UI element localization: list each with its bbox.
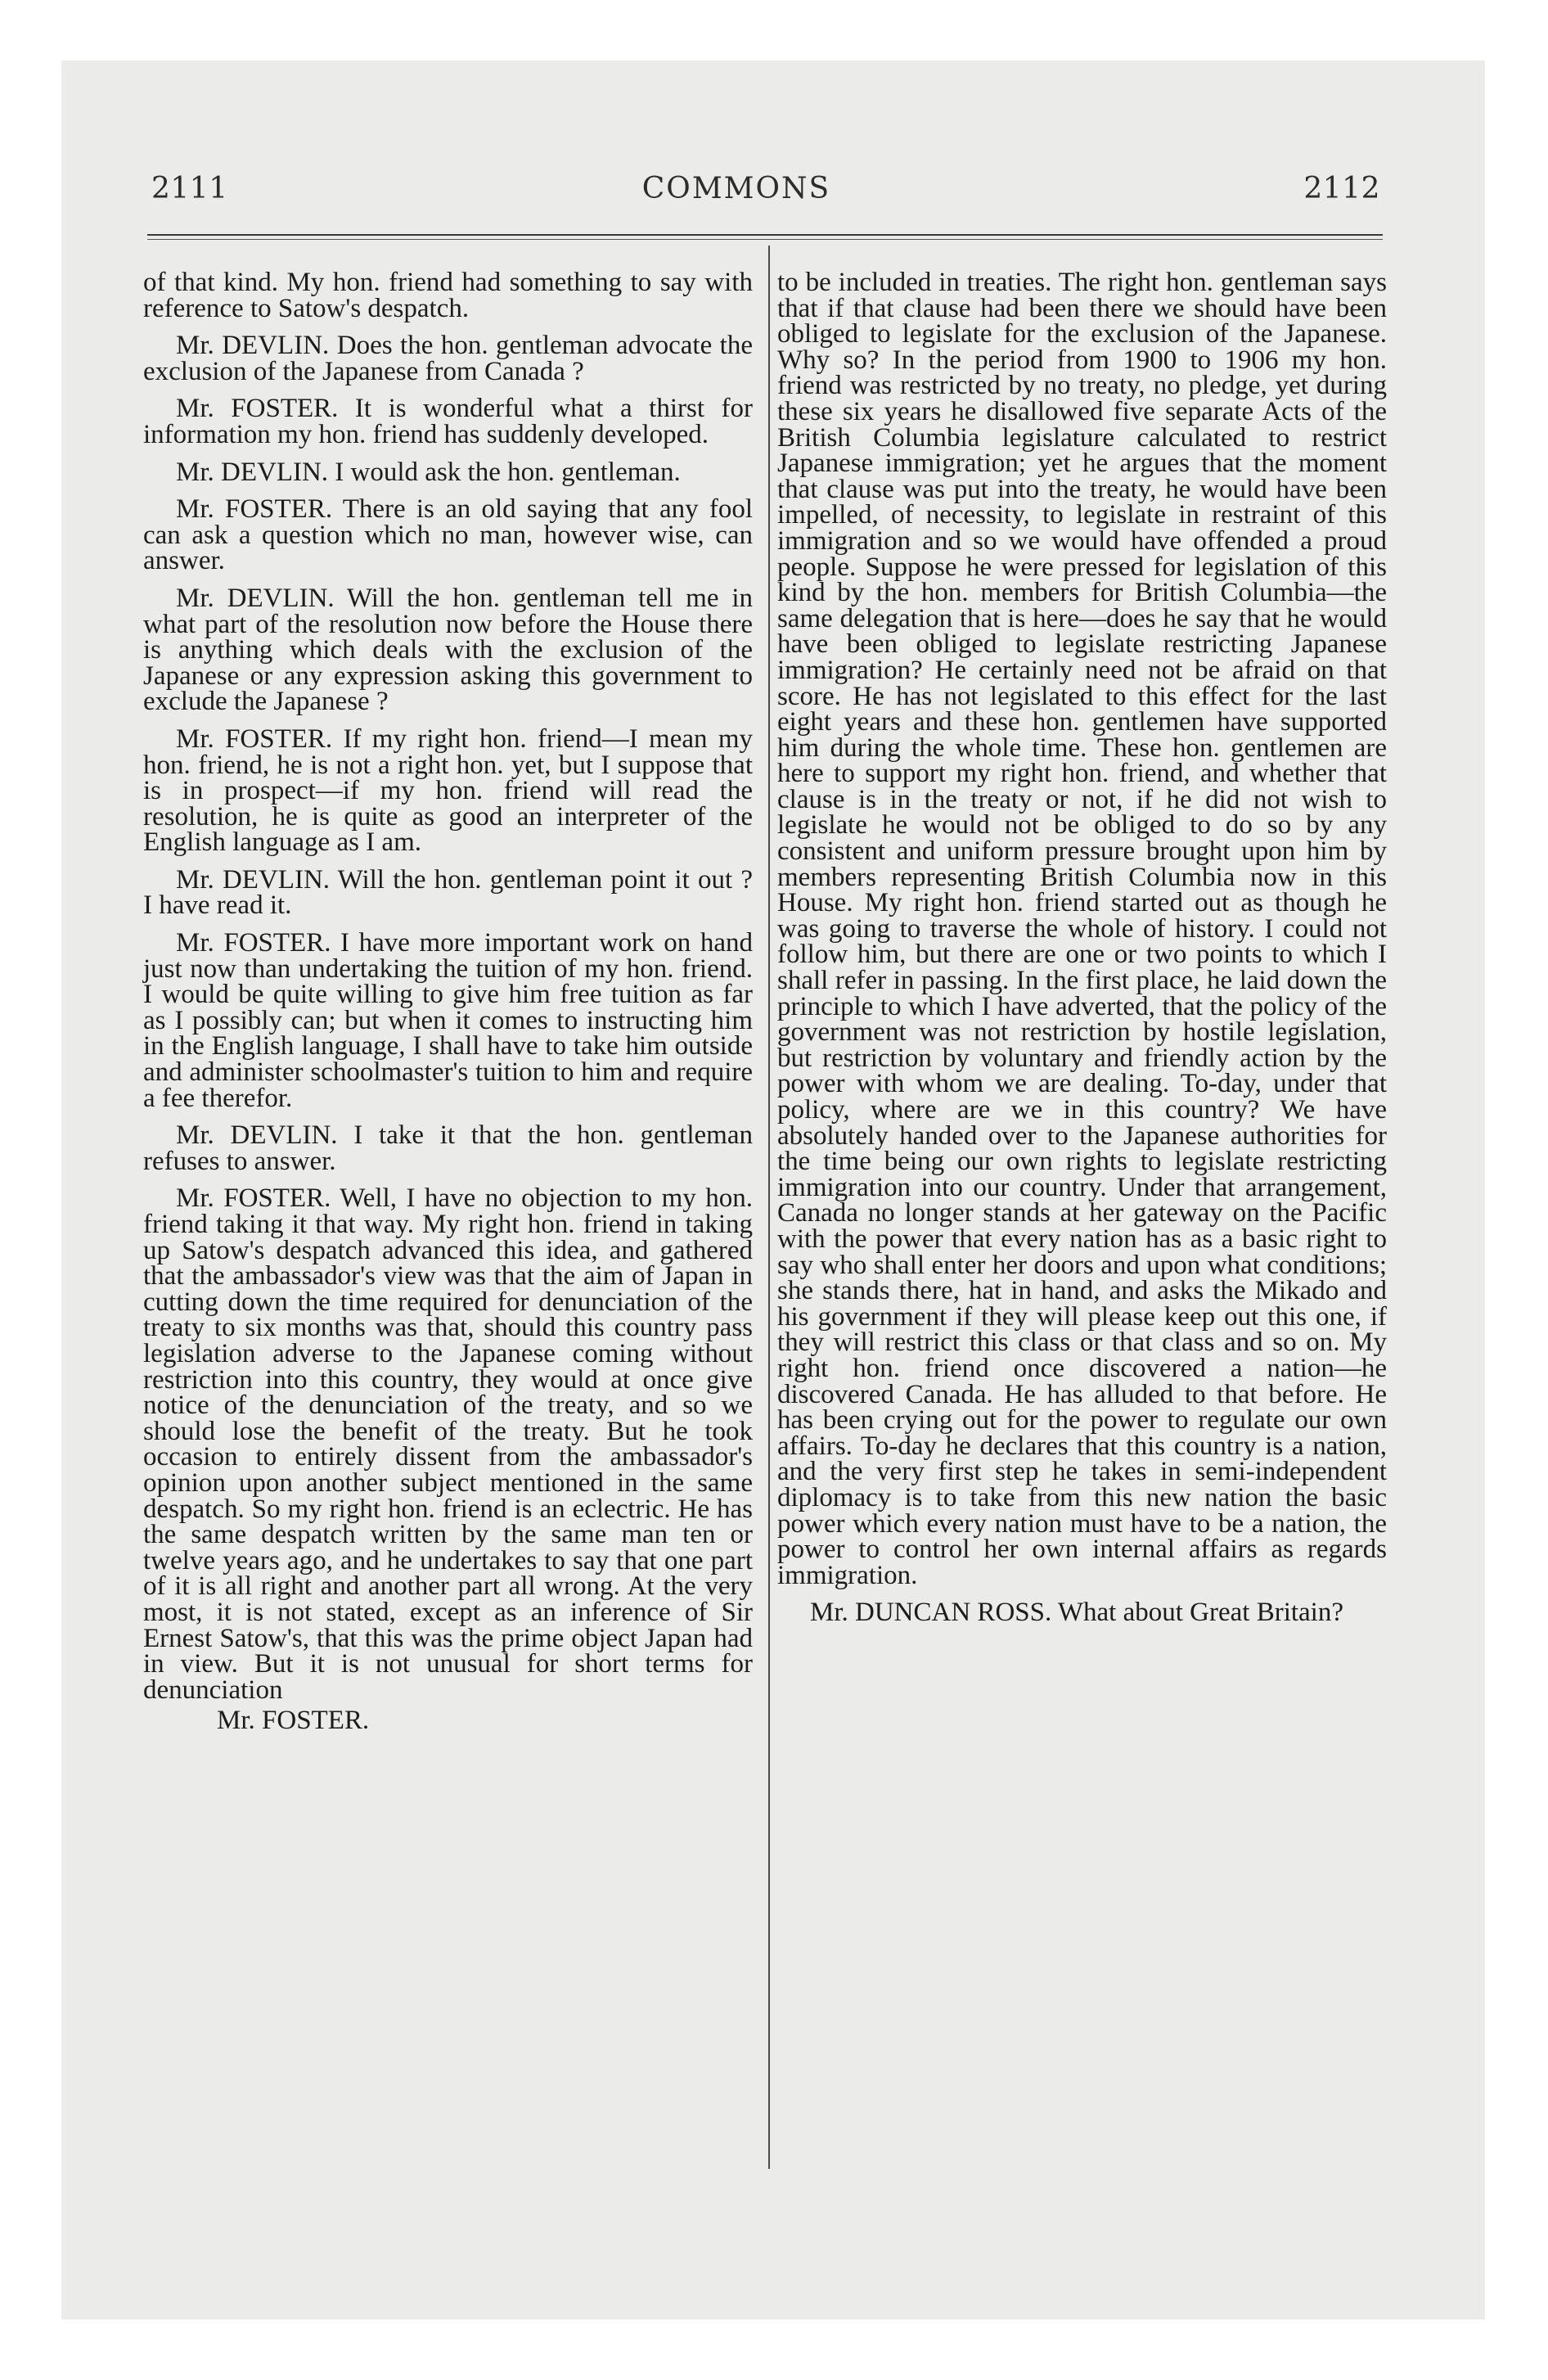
paragraph: Mr. DEVLIN. Will the hon. gentleman tell me in what part of the resolution now before the House there is anything which deals with the exclusion of the Japanese or any expression asking this government to exclude the Japanese ?	[143, 583, 753, 717]
paragraph: Mr. FOSTER. It is wonderful what a thirst for information my hon. friend has suddenly developed.	[143, 394, 753, 449]
header-rule	[147, 234, 1383, 236]
paragraph: Mr. DEVLIN. Will the hon. gentleman point it out ? I have read it.	[143, 864, 753, 921]
paragraph: Mr. FOSTER. If my right hon. friend—I mean my hon. friend, he is not a right hon. yet, but I suppose that is in prospect—if my hon. friend will read the resolution, he is quite as good an interpreter of the English language as I am.	[143, 723, 753, 858]
paragraph: Mr. FOSTER. There is an old saying that any fool can ask a question which no man, however wise, can answer.	[143, 494, 753, 576]
paragraph: Mr. DEVLIN. I would ask the hon. gentleman.	[176, 457, 681, 487]
header-title: COMMONS	[641, 172, 831, 205]
paragraph: of that kind. My hon. friend had something to say with reference to Satow's despatch.	[143, 268, 753, 323]
left-column	[143, 270, 753, 1746]
speaker-footer-label: Mr. FOSTER.	[217, 1706, 370, 1736]
page-number-left: 2111	[151, 172, 228, 205]
page-number-right: 2112	[1303, 172, 1380, 205]
paragraph: Mr. DEVLIN. I take it that the hon. gentleman refuses to answer.	[143, 1120, 753, 1176]
column-divider	[768, 246, 770, 2169]
speaker-footer	[143, 1708, 753, 1734]
paragraph: Mr. FOSTER. Well, I have no objection to my hon. friend taking it that way. My right hon. friend in taking up Satow's despatch advanced this idea, and gathered that the ambassador's view was that the aim of Japan in cutting down the time required for denunciation of the treaty to six months was that, should this country pass legislation adverse to the Japanese coming without restriction into this country, they would at once give notice of the denunciation of the treaty, and so we should lose the benefit of the treaty. But he took occasion to entirely dissent from the ambassador's opinion upon another subject mentioned in the same despatch. So my right hon. friend is an eclectric. He has the same despatch written by the same man ten or twelve years ago, and he undertakes to say that one part of it is all right and another part all wrong. At the very most, it is not stated, except as an inference of Sir Ernest Satow's, that this was the prime object Japan had in view. But it is not unusual for short terms for denunciation	[143, 1183, 753, 1705]
right-column	[777, 270, 1387, 1638]
paragraph: to be included in treaties. The right hon. gentleman says that if that clause had been there we should have been obliged to legislate for the exclusion of the Japanese. Why so? In the period from 1900 to 1906 my hon. friend was restricted by no treaty, no pledge, yet during these six years he disallowed five separate Acts of the British Columbia legislature calculated to restrict Japanese immigration; yet he argues that the moment that clause was put into the treaty, he would have been impelled, of necessity, to legislate in restraint of this immigration and so we would have offended a proud people. Suppose he were pressed for legislation of this kind by the hon. members for British Columbia—the same delegation that is here—does he say that he would have been obliged to legislate restricting Japanese immigration? He certainly need not be afraid on that score. He has not legislated to this effect for the last eight years and these hon. gentlemen have supported him during the whole time. These hon. gentlemen are here to support my right hon. friend, and whether that clause is in the treaty or not, if he did not wish to legislate he would not be obliged to do so by any consistent and uniform pressure brought upon him by members representing British Columbia now in this House. My right hon. friend started out as though he was going to traverse the whole of history. I could not follow him, but there are one or two points to which I shall refer in passing. In the first place, he laid down the principle to which I have adverted, that the policy of the government was not restriction by hostile legislation, but restriction by voluntary and friendly action by the power with whom we are dealing. To-day, under that policy, where are we in this country? We have absolutely handed over to the Japanese authorities for the time being our own rights to legislate restricting immigration into our country. Under that arrangement, Canada no longer stands at her gateway on the Pacific with the power that every nation has as a basic right to say who shall enter her doors and upon what conditions; she stands there, hat in hand, and asks the Mikado and his government if they will please keep out this one, if they will restrict this class or that class and so on. My right hon. friend once discovered a nation—he discovered Canada. He has alluded to that before. He has been crying out for the power to regulate our own affairs. To-day he declares that this country is a nation, and the very first step he takes in semi-independent diplomacy is to take from this new nation the basic power which every nation must have to be a nation, the power to control her own internal affairs as regards immigration.	[777, 268, 1387, 1590]
header-rule-thin	[147, 239, 1383, 240]
paragraph: Mr. DUNCAN ROSS. What about Great Britain?	[810, 1598, 1343, 1628]
paragraph: Mr. FOSTER. I have more important work on hand just now than undertaking the tuition of my hon. friend. I would be quite willing to give him free tuition as far as I possibly can; but when it comes to instructing him in the English language, I shall have to take him outside and administer schoolmaster's tuition to him and require a fee therefor.	[143, 928, 753, 1113]
page-header	[86, 172, 1387, 221]
paragraph: Mr. DEVLIN. Does the hon. gentleman advocate the exclusion of the Japanese from Canada ?	[143, 331, 753, 386]
